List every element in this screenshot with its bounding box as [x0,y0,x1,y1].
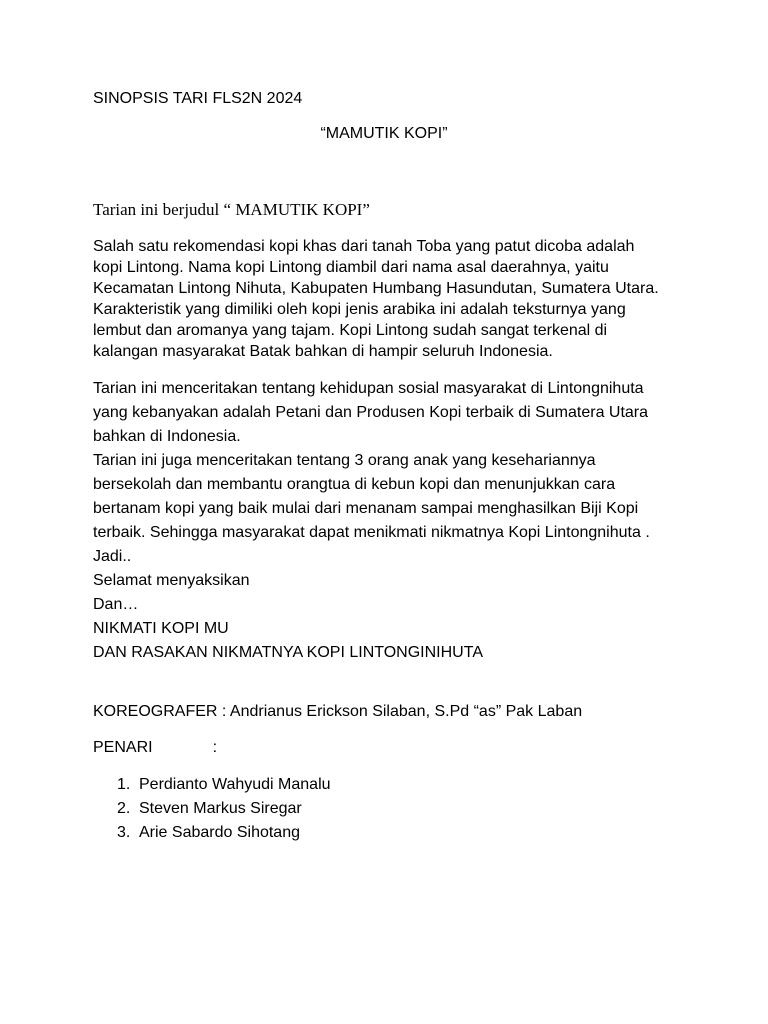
document-heading: SINOPSIS TARI FLS2N 2024 [93,90,303,107]
dancers-label-line [93,738,217,758]
paragraph-line: Tarian ini juga menceritakan tentang 3 orang anak yang kesehariannya [93,452,596,469]
list-item [93,797,331,821]
paragraph-line: Tarian ini menceritakan tentang kehidupan sosial masyarakat di Lintongnihuta [93,380,644,397]
paragraph-line: Dan… [93,596,139,613]
paragraph-line: terbaik. Sehingga masyarakat dapat menikmati nikmatnya Kopi Lintongnihuta . [93,524,650,541]
dancers-list [93,773,331,845]
paragraph-line: kopi Lintong. Nama kopi Lintong diambil dari nama asal daerahnya, yaitu [93,259,609,276]
paragraph-line: lembut dan aromanya yang tajam. Kopi Lintong sudah sangat terkenal di [93,322,608,339]
document-title: “MAMUTIK KOPI” [320,125,448,142]
paragraph-coffee-description [93,236,693,362]
paragraph-line: Karakteristik yang dimiliki oleh kopi jenis arabika ini adalah teksturnya yang [93,301,626,318]
paragraph-line: NIKMATI KOPI MU [93,620,229,637]
dancers-label: PENARI [93,739,153,756]
dancer-name: Arie Sabardo Sihotang [139,824,300,841]
dancer-name: Perdianto Wahyudi Manalu [139,776,331,793]
list-number: 1. [117,776,131,793]
paragraph-line: bahkan di Indonesia. [93,428,241,445]
dance-title-sentence: Tarian ini berjudul “ MAMUTIK KOPI” [93,200,370,219]
paragraph-line: yang kebanyakan adalah Petani dan Produsen Kopi terbaik di Sumatera Utara [93,404,649,421]
list-item [93,821,331,845]
paragraph-dance-story [93,377,693,665]
list-number: 3. [117,824,131,841]
choreographer-line: KOREOGRAFER : Andrianus Erickson Silaban, S.Pd “as” Pak Laban [93,703,583,720]
list-number: 2. [117,800,131,817]
paragraph-line: Jadi.. [93,548,132,565]
paragraph-line: Kecamatan Lintong Nihuta, Kabupaten Humbang Hasundutan, Sumatera Utara. [93,280,659,297]
paragraph-line: DAN RASAKAN NIKMATNYA KOPI LINTONGINIHUTA [93,644,483,661]
paragraph-line: Salah satu rekomendasi kopi khas dari tanah Toba yang patut dicoba adalah [93,238,635,255]
dancers-colon: : [212,739,218,756]
paragraph-line: bertanam kopi yang baik mulai dari menanam sampai menghasilkan Biji Kopi [93,500,639,517]
dancer-name: Steven Markus Siregar [139,800,302,817]
paragraph-line: bersekolah dan membantu orangtua di kebun kopi dan menunjukkan cara [93,476,616,493]
paragraph-line: kalangan masyarakat Batak bahkan di hampir seluruh Indonesia. [93,343,553,360]
paragraph-line: Selamat menyaksikan [93,572,250,589]
list-item [93,773,331,797]
